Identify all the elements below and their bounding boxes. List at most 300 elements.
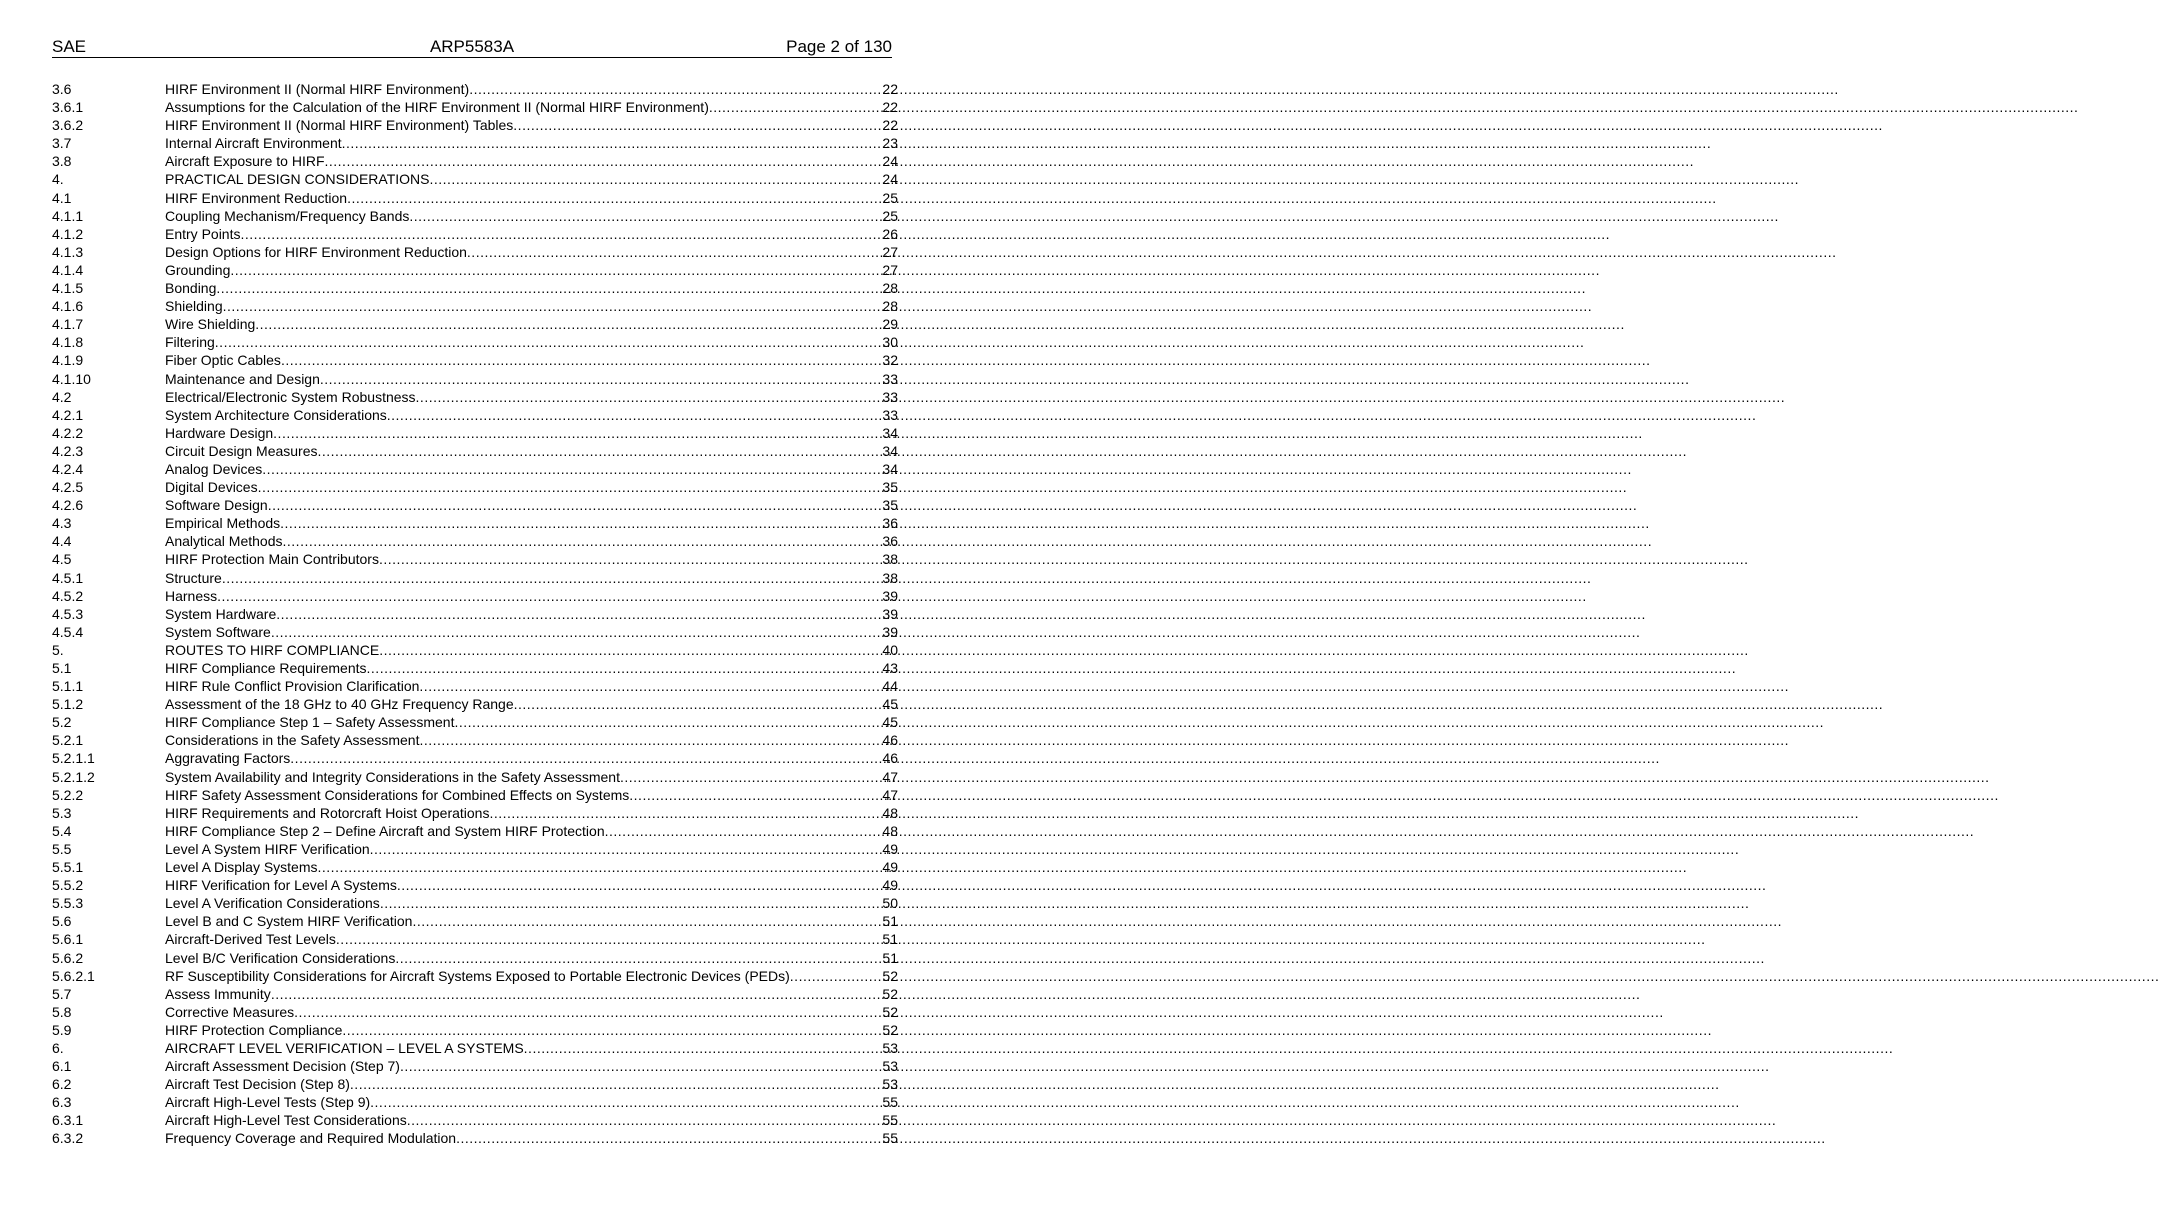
toc-page-number: 34 <box>882 460 898 477</box>
toc-section-number: 4.2 <box>52 388 72 405</box>
toc-dot-leader <box>370 1093 881 1111</box>
toc-entry[interactable] <box>52 351 898 369</box>
toc-entry[interactable] <box>52 243 898 261</box>
toc-section-title: Assessment of the 18 GHz to 40 GHz Frequency Range <box>165 696 514 713</box>
toc-entry[interactable] <box>52 659 898 677</box>
toc-section-number: 4.1.9 <box>52 352 84 369</box>
toc-section-title: Aggravating Factors <box>165 750 291 767</box>
toc-entry[interactable] <box>52 424 898 442</box>
toc-entry[interactable] <box>52 1129 898 1147</box>
toc-section-number: 4.2.5 <box>52 479 84 496</box>
toc-entry[interactable] <box>52 894 898 912</box>
toc-section-number: 4.1.4 <box>52 261 84 278</box>
toc-section-title: Analog Devices <box>165 460 263 477</box>
toc-dot-leader <box>230 261 881 279</box>
toc-dot-leader <box>290 749 881 767</box>
toc-entry[interactable] <box>52 134 898 152</box>
toc-entry[interactable] <box>52 315 898 333</box>
toc-page-number: 44 <box>882 678 898 695</box>
toc-section-number: 4.1.6 <box>52 298 84 315</box>
toc-section-title: Fiber Optic Cables <box>165 352 281 369</box>
toc-dot-leader <box>419 731 881 749</box>
toc-dot-leader <box>342 1021 881 1039</box>
toc-entry[interactable] <box>52 731 898 749</box>
toc-section-title: HIRF Compliance Step 2 – Define Aircraft and System HIRF Protection <box>165 822 605 839</box>
toc-page-number: 49 <box>882 877 898 894</box>
toc-page-number: 43 <box>882 660 898 676</box>
toc-page-number: 40 <box>882 641 898 658</box>
toc-section-number: 4.5.4 <box>52 623 84 640</box>
toc-dot-leader <box>395 949 881 967</box>
toc-section-title: Aircraft Assessment Decision (Step 7) <box>165 1058 400 1075</box>
toc-entry[interactable] <box>52 333 898 351</box>
toc-dot-leader <box>258 478 882 496</box>
toc-section-number: 5.4 <box>52 822 72 839</box>
toc-entry[interactable] <box>52 189 898 207</box>
toc-section-number: 6.3 <box>52 1094 72 1111</box>
toc-section-number: 3.6.1 <box>52 99 84 116</box>
toc-entry[interactable] <box>52 442 898 460</box>
toc-page-number: 35 <box>882 479 898 496</box>
toc-entry[interactable] <box>52 786 898 804</box>
toc-entry[interactable] <box>52 261 898 279</box>
toc-section-number: 4.2.6 <box>52 497 84 514</box>
toc-section-title: Structure <box>165 569 222 586</box>
toc-section-title: Bonding <box>165 280 217 297</box>
toc-page-number: 22 <box>882 99 898 116</box>
toc-section-number: 4.5.3 <box>52 605 84 622</box>
toc-entry[interactable] <box>52 768 898 786</box>
toc-page-number: 53 <box>882 1039 898 1056</box>
toc-entry[interactable] <box>52 1111 898 1129</box>
toc-section-title: HIRF Protection Main Contributors <box>165 551 379 568</box>
toc-section-title: Level A Display Systems <box>165 859 318 876</box>
toc-section-number: 5.6.2.1 <box>52 967 95 984</box>
toc-dot-leader <box>380 894 882 912</box>
toc-section-title: Shielding <box>165 298 223 315</box>
toc-section-number: 4.2.1 <box>52 406 84 423</box>
toc-page-number: 25 <box>882 207 898 224</box>
toc-entry[interactable] <box>52 569 898 587</box>
toc-section-number: 4.2.2 <box>52 424 84 441</box>
toc-dot-leader <box>325 152 882 170</box>
toc-page-number: 27 <box>882 261 898 278</box>
toc-section-title: Aircraft High-Level Tests (Step 9) <box>165 1094 371 1111</box>
toc-dot-leader <box>271 623 882 641</box>
header-page-number: Page 2 of 130 <box>786 37 892 56</box>
toc-entry[interactable] <box>52 225 898 243</box>
toc-page-number: 33 <box>882 370 898 387</box>
toc-section-number: 5.9 <box>52 1021 72 1038</box>
toc-dot-leader <box>513 116 881 134</box>
toc-section-number: 4.4 <box>52 533 72 550</box>
toc-page-number: 52 <box>882 1021 898 1038</box>
toc-section-title: Internal Aircraft Environment <box>165 135 342 152</box>
toc-section-title: Corrective Measures <box>165 1003 295 1020</box>
toc-page-number: 36 <box>882 533 898 550</box>
toc-dot-leader <box>222 569 882 587</box>
toc-section-number: 5.2.1.2 <box>52 768 95 785</box>
toc-dot-leader <box>347 189 881 207</box>
toc-section-number: 5.6.1 <box>52 931 84 948</box>
toc-section-title: RF Susceptibility Considerations for Aircraft Systems Exposed to Portable Electronic Devices (PEDs) <box>165 967 790 984</box>
toc-section-title: Empirical Methods <box>165 515 281 532</box>
toc-dot-leader <box>524 1039 882 1057</box>
toc-section-number: 4.1.1 <box>52 207 84 224</box>
toc-section-number: 5.8 <box>52 1003 72 1020</box>
toc-section-number: 4.1.7 <box>52 316 84 333</box>
toc-entry[interactable] <box>52 1093 898 1111</box>
toc-dot-leader <box>370 840 882 858</box>
toc-section-title: Assess Immunity <box>165 985 271 1002</box>
toc-section-title: Frequency Coverage and Required Modulation <box>165 1130 457 1147</box>
toc-dot-leader <box>412 912 881 930</box>
toc-page-number: 52 <box>882 1003 898 1020</box>
toc-section-number: 5.6.2 <box>52 949 84 966</box>
toc-entry[interactable] <box>52 170 898 188</box>
toc-dot-leader <box>268 496 882 514</box>
toc-section-title: Circuit Design Measures <box>165 442 318 459</box>
toc-entry[interactable] <box>52 840 898 858</box>
toc-dot-leader <box>387 406 882 424</box>
toc-section-title: Considerations in the Safety Assessment <box>165 732 420 749</box>
toc-section-number: 3.7 <box>52 135 72 152</box>
toc-dot-leader <box>350 1075 882 1093</box>
toc-dot-leader <box>336 930 882 948</box>
toc-section-title: Maintenance and Design <box>165 370 320 387</box>
toc-page-number: 34 <box>882 442 898 459</box>
toc-page-number: 49 <box>882 840 898 857</box>
toc-page-number: 22 <box>882 81 898 97</box>
toc-entry[interactable] <box>52 985 898 1003</box>
toc-dot-leader <box>409 207 881 225</box>
toc-page-number: 47 <box>882 768 898 785</box>
toc-section-title: Assumptions for the Calculation of the HIRF Environment II (Normal HIRF Environment) <box>165 99 709 116</box>
toc-dot-leader <box>429 170 881 188</box>
toc-section-title: System Architecture Considerations <box>165 406 387 423</box>
toc-entry[interactable] <box>52 98 898 116</box>
toc-section-number: 4.1.3 <box>52 243 84 260</box>
toc-page-number: 33 <box>882 388 898 405</box>
toc-section-title: HIRF Compliance Step 1 – Safety Assessment <box>165 714 455 731</box>
toc-section-number: 6. <box>52 1039 64 1056</box>
toc-section-title: HIRF Protection Compliance <box>165 1021 343 1038</box>
toc-section-title: HIRF Safety Assessment Considerations for Combined Effects on Systems <box>165 786 630 803</box>
toc-section-title: HIRF Requirements and Rotorcraft Hoist Operations <box>165 804 490 821</box>
toc-dot-leader <box>605 822 882 840</box>
toc-page-number: 51 <box>882 931 898 948</box>
toc-section-number: 5.5.1 <box>52 859 84 876</box>
toc-page-number: 50 <box>882 895 898 912</box>
toc-section-title: HIRF Environment II (Normal HIRF Environment) <box>165 81 470 97</box>
toc-dot-leader <box>367 659 882 677</box>
toc-dot-leader <box>271 985 882 1003</box>
toc-section-number: 4.1 <box>52 189 72 206</box>
toc-dot-leader <box>629 786 881 804</box>
toc-section-title: HIRF Rule Conflict Provision Clarification <box>165 678 420 695</box>
toc-entry[interactable] <box>52 532 898 550</box>
toc-section-number: 4.1.5 <box>52 280 84 297</box>
toc-section-title: PRACTICAL DESIGN CONSIDERATIONS <box>165 171 430 188</box>
toc-section-title: Level B and C System HIRF Verification <box>165 913 413 930</box>
toc-section-title: Filtering <box>165 334 215 351</box>
toc-section-title: System Availability and Integrity Considerations in the Safety Assessment <box>165 768 620 785</box>
toc-section-number: 4.1.2 <box>52 225 84 242</box>
toc-entry[interactable] <box>52 641 898 659</box>
toc-section-number: 4.3 <box>52 515 72 532</box>
toc-section-number: 6.3.2 <box>52 1130 84 1147</box>
toc-dot-leader <box>709 98 882 116</box>
toc-page-number: 28 <box>882 298 898 315</box>
toc-section-number: 5.2.1 <box>52 732 84 749</box>
toc-section-number: 5.1 <box>52 660 72 676</box>
toc-dot-leader <box>469 80 881 98</box>
toc-entry[interactable] <box>52 152 898 170</box>
toc-dot-leader <box>342 134 882 152</box>
toc-entry[interactable] <box>52 912 898 930</box>
toc-section-number: 4.5.2 <box>52 587 84 604</box>
toc-section-title: Digital Devices <box>165 479 258 496</box>
toc-page-number: 38 <box>882 569 898 586</box>
toc-page-number: 49 <box>882 859 898 876</box>
toc-page-number: 29 <box>882 316 898 333</box>
toc-entry[interactable] <box>52 297 898 315</box>
toc-section-title: System Software <box>165 623 271 640</box>
toc-page-number: 24 <box>882 153 898 170</box>
toc-dot-leader <box>217 587 881 605</box>
toc-dot-leader <box>283 532 882 550</box>
toc-entry[interactable] <box>52 623 898 641</box>
toc-section-number: 4.2.3 <box>52 442 84 459</box>
toc-page-number: 52 <box>882 967 898 984</box>
toc-section-title: HIRF Verification for Level A Systems <box>165 877 397 894</box>
toc-section-number: 5.2.2 <box>52 786 84 803</box>
toc-page-number: 51 <box>882 913 898 930</box>
header-doc-id: ARP5583A <box>429 37 515 56</box>
toc-section-title: Analytical Methods <box>165 533 283 550</box>
toc-entry[interactable] <box>52 279 898 297</box>
toc-section-title: Coupling Mechanism/Frequency Bands <box>165 207 410 224</box>
toc-dot-leader <box>318 858 882 876</box>
toc-page-number: 53 <box>882 1076 898 1093</box>
toc-entry[interactable] <box>52 388 898 406</box>
toc-page-number: 45 <box>882 714 898 731</box>
toc-section-title: HIRF Environment II (Normal HIRF Environment) Tables <box>165 117 514 134</box>
toc-entry[interactable] <box>52 460 898 478</box>
toc-section-number: 4.5.1 <box>52 569 84 586</box>
toc-page-number: 39 <box>882 623 898 640</box>
toc-section-number: 6.2 <box>52 1076 72 1093</box>
toc-entry[interactable] <box>52 695 898 713</box>
toc-dot-leader <box>454 713 881 731</box>
toc-dot-leader <box>255 315 881 333</box>
toc-page-number: 24 <box>882 171 898 188</box>
toc-entry[interactable] <box>52 949 898 967</box>
toc-section-number: 5.3 <box>52 804 72 821</box>
toc-page-number: 32 <box>882 352 898 369</box>
toc-section-number: 3.8 <box>52 153 72 170</box>
toc-section-title: HIRF Compliance Requirements <box>165 660 367 676</box>
toc-section-number: 5. <box>52 641 64 658</box>
toc-section-number: 3.6.2 <box>52 117 84 134</box>
toc-section-number: 5.5.3 <box>52 895 84 912</box>
toc-dot-leader <box>216 279 881 297</box>
toc-dot-leader <box>397 876 882 894</box>
toc-page-number: 55 <box>882 1094 898 1111</box>
toc-entry[interactable] <box>52 514 898 532</box>
toc-dot-leader <box>456 1129 881 1147</box>
toc-dot-leader <box>416 388 882 406</box>
toc-section-title: Electrical/Electronic System Robustness <box>165 388 416 405</box>
toc-entry[interactable] <box>52 496 898 514</box>
toc-page-number: 48 <box>882 822 898 839</box>
toc-page-number: 45 <box>882 696 898 713</box>
toc-entry[interactable] <box>52 1003 898 1021</box>
toc-dot-leader <box>489 804 881 822</box>
toc-section-title: Grounding <box>165 261 231 278</box>
toc-section-number: 5.2 <box>52 714 72 731</box>
toc-dot-leader <box>240 225 881 243</box>
toc-section-number: 5.5.2 <box>52 877 84 894</box>
toc-section-title: ROUTES TO HIRF COMPLIANCE <box>165 641 380 658</box>
toc-dot-leader <box>467 243 882 261</box>
toc-dot-leader <box>400 1057 881 1075</box>
toc-page-number: 39 <box>882 605 898 622</box>
toc-section-title: HIRF Environment Reduction <box>165 189 348 206</box>
toc-entry[interactable] <box>52 80 898 98</box>
toc-page-number: 46 <box>882 750 898 767</box>
toc-section-title: Level A System HIRF Verification <box>165 840 370 857</box>
toc-page-number: 27 <box>882 243 898 260</box>
toc-page-number: 23 <box>882 135 898 152</box>
toc-section-title: Level A Verification Considerations <box>165 895 380 912</box>
toc-section-number: 4.1.10 <box>52 370 91 387</box>
toc-dot-leader <box>419 677 881 695</box>
toc-dot-leader <box>790 967 882 985</box>
toc-section-title: Level B/C Verification Considerations <box>165 949 396 966</box>
toc-page-number: 55 <box>882 1112 898 1129</box>
table-of-contents <box>52 80 898 1148</box>
toc-dot-leader <box>320 370 882 388</box>
toc-page-number: 25 <box>882 189 898 206</box>
toc-dot-leader <box>407 1111 882 1129</box>
toc-dot-leader <box>262 460 881 478</box>
toc-entry[interactable] <box>52 858 898 876</box>
toc-section-title: Aircraft High-Level Test Considerations <box>165 1112 407 1129</box>
toc-section-number: 5.6 <box>52 913 72 930</box>
toc-entry[interactable] <box>52 587 898 605</box>
toc-section-number: 5.1.2 <box>52 696 84 713</box>
toc-entry[interactable] <box>52 967 898 985</box>
toc-entry[interactable] <box>52 605 898 623</box>
toc-page-number: 55 <box>882 1130 898 1147</box>
toc-page-number: 38 <box>882 551 898 568</box>
toc-section-number: 4.1.8 <box>52 334 84 351</box>
toc-entry[interactable] <box>52 713 898 731</box>
toc-section-title: Harness <box>165 587 218 604</box>
toc-section-title: AIRCRAFT LEVEL VERIFICATION – LEVEL A SYSTEMS <box>165 1039 524 1056</box>
toc-entry[interactable] <box>52 550 898 568</box>
toc-page-number: 46 <box>882 732 898 749</box>
toc-entry[interactable] <box>52 749 898 767</box>
toc-section-number: 4.5 <box>52 551 72 568</box>
toc-page-number: 35 <box>882 497 898 514</box>
toc-entry[interactable] <box>52 930 898 948</box>
toc-section-number: 5.5 <box>52 840 72 857</box>
toc-entry[interactable] <box>52 1039 898 1057</box>
toc-section-title: Aircraft Exposure to HIRF <box>165 153 325 170</box>
toc-section-number: 6.1 <box>52 1058 72 1075</box>
toc-section-title: Software Design <box>165 497 268 514</box>
toc-entry[interactable] <box>52 822 898 840</box>
toc-entry[interactable] <box>52 1057 898 1075</box>
toc-dot-leader <box>294 1003 881 1021</box>
toc-dot-leader <box>379 641 881 659</box>
toc-section-number: 5.7 <box>52 985 72 1002</box>
toc-entry[interactable] <box>52 406 898 424</box>
toc-section-number: 4.2.4 <box>52 460 84 477</box>
toc-entry[interactable] <box>52 1075 898 1093</box>
toc-page-number: 30 <box>882 334 898 351</box>
toc-page-number: 53 <box>882 1058 898 1075</box>
toc-page-number: 36 <box>882 515 898 532</box>
toc-entry[interactable] <box>52 207 898 225</box>
toc-section-title: Wire Shielding <box>165 316 256 333</box>
toc-page-number: 33 <box>882 406 898 423</box>
toc-dot-leader <box>273 424 881 442</box>
toc-page-number: 48 <box>882 804 898 821</box>
toc-page-number: 47 <box>882 786 898 803</box>
toc-dot-leader <box>318 442 882 460</box>
toc-dot-leader <box>620 768 881 786</box>
toc-dot-leader <box>276 605 881 623</box>
toc-page-number: 34 <box>882 424 898 441</box>
toc-page-number: 28 <box>882 280 898 297</box>
toc-entry[interactable] <box>52 804 898 822</box>
toc-entry[interactable] <box>52 478 898 496</box>
toc-dot-leader <box>223 297 882 315</box>
toc-section-number: 3.6 <box>52 81 72 97</box>
toc-page-number: 52 <box>882 985 898 1002</box>
toc-section-number: 6.3.1 <box>52 1112 84 1129</box>
toc-entry[interactable] <box>52 876 898 894</box>
toc-section-title: Entry Points <box>165 225 241 242</box>
toc-section-number: 5.1.1 <box>52 678 84 695</box>
toc-entry[interactable] <box>52 1021 898 1039</box>
toc-page-number: 26 <box>882 225 898 242</box>
toc-section-number: 5.2.1.1 <box>52 750 95 767</box>
toc-dot-leader <box>514 695 882 713</box>
toc-entry[interactable] <box>52 370 898 388</box>
toc-dot-leader <box>281 351 881 369</box>
toc-section-title: Aircraft Test Decision (Step 8) <box>165 1076 350 1093</box>
toc-entry[interactable] <box>52 116 898 134</box>
toc-entry[interactable] <box>52 677 898 695</box>
header-org: SAE <box>52 37 87 56</box>
toc-section-number: 4. <box>52 171 64 188</box>
toc-page-number: 22 <box>882 117 898 134</box>
toc-section-title: System Hardware <box>165 605 277 622</box>
toc-dot-leader <box>280 514 881 532</box>
toc-dot-leader <box>379 550 881 568</box>
page-header <box>52 37 892 58</box>
toc-page-number: 51 <box>882 949 898 966</box>
toc-section-title: Design Options for HIRF Environment Reduction <box>165 243 467 260</box>
toc-page-number: 39 <box>882 587 898 604</box>
toc-dot-leader <box>215 333 882 351</box>
toc-section-title: Hardware Design <box>165 424 274 441</box>
toc-section-title: Aircraft-Derived Test Levels <box>165 931 336 948</box>
